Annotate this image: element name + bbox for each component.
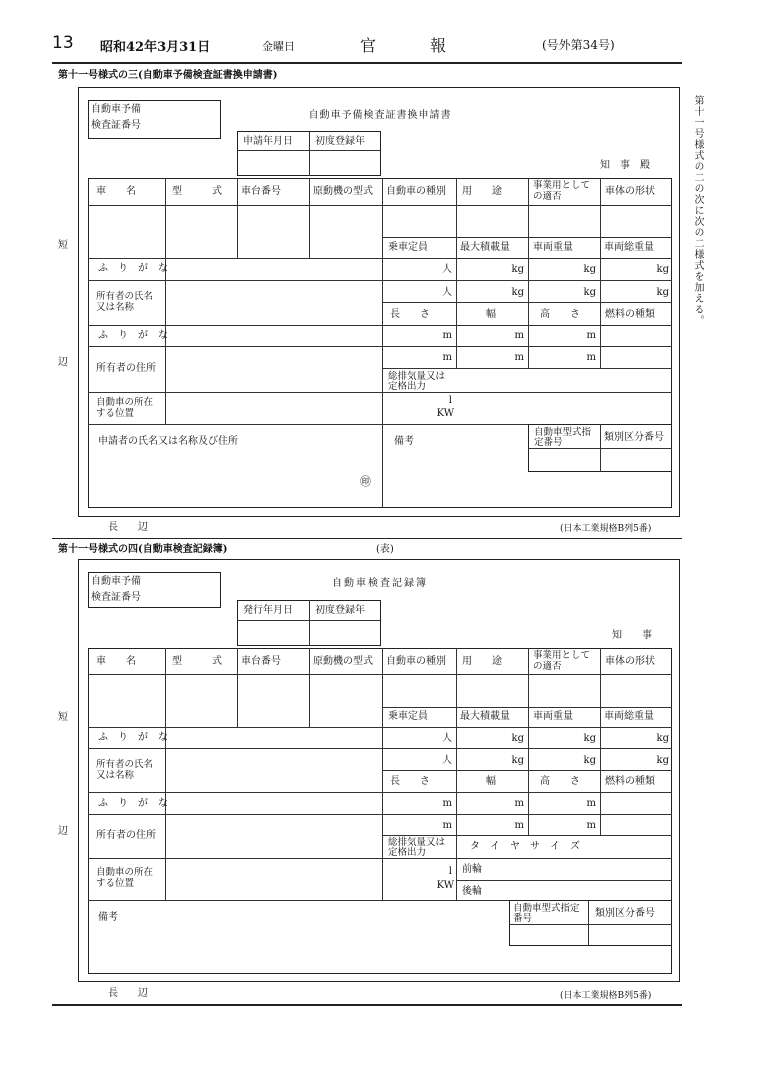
form1-short-side: 短 [58,240,68,251]
form1-displacement-2: 定格出力 [388,381,427,392]
form2-col-naga: 長 さ [390,776,430,787]
form1-col-nenryo: 燃料の種類 [605,309,655,320]
form1-owner-addr: 所有者の住所 [96,363,156,374]
form2-caption: 第十一号様式の四(自動車検査記録簿) [58,544,228,555]
form1-furigana2: ふ り が な [98,330,168,341]
form2-unit-kg2: kg [583,733,596,744]
form2-unit-m1: m [442,798,452,809]
form1-first-reg-label: 初度登録年 [315,136,365,147]
form1-owner-name-2: 又は名称 [96,302,135,313]
form1-col-gendoki: 原動機の型式 [313,186,373,197]
issue-date: 昭和42年3月31日 [100,40,211,55]
form1-unit-nin2: 人 [442,287,452,298]
form2-col-yoto: 用 途 [462,656,502,667]
form1-applicant: 申請者の氏名又は名称及び住所 [98,436,238,447]
form2-unit-nin: 人 [442,733,452,744]
form2-unit-m5: m [514,820,524,831]
form1-row-line [88,325,672,326]
weekday: 金曜日 [262,40,295,53]
form2-type-designation-1: 自動車型式指定 [513,903,580,914]
form2-col-gendoki: 原動機の型式 [313,656,373,667]
form1-date-label: 申請年月日 [243,136,293,147]
form1-col-yoto: 用 途 [462,186,502,197]
form1-col-katachi: 車体の形状 [605,186,655,197]
form1-short-side2: 辺 [58,357,68,368]
form2-col-katachi: 車体の形状 [605,656,655,667]
form1-unit-m6: m [586,352,596,363]
form2-row-line [382,707,672,708]
form1-col-taka: 高 さ [540,309,580,320]
form1-col-naga: 長 さ [390,309,430,320]
form2-row-line [509,924,672,925]
page-header [52,30,682,60]
form2-unit-kg3: kg [656,733,669,744]
form2-displacement-2: 定格出力 [388,847,427,858]
form1-col-sekisai: 最大積載量 [460,242,510,253]
form1-unit-kg5: kg [583,287,596,298]
form1-unit-l: l [448,395,452,406]
form2-unit-m4: m [442,820,452,831]
form2-owner-name-1: 所有者の氏名 [96,759,154,770]
form2-row-line [456,880,672,881]
form1-col-shamei: 車 名 [96,186,136,197]
form1-col-line [600,178,601,368]
form2-owner-addr: 所有者の住所 [96,830,156,841]
form2-face: (表) [376,544,394,555]
issue-number: (号外第34号) [542,38,615,52]
form2-cert-label-1: 自動車予備 [91,576,141,587]
form1-unit-kg1: kg [511,264,524,275]
form1-location-1: 自動車の所在 [96,397,154,408]
form2-unit-kw: KW [436,880,454,891]
form2-unit-kg5: kg [583,755,596,766]
form1-row-line [88,258,672,259]
form2-rear: 後輪 [462,886,482,897]
form2-owner-name-2: 又は名称 [96,770,135,781]
form1-row-line [382,302,672,303]
form1-unit-nin: 人 [442,264,452,275]
form1-standard: (日本工業規格B列5番) [560,524,652,534]
page-number: 13 [52,33,74,53]
form1-location-2: する位置 [96,408,135,419]
form1-col-katashiki: 型 式 [172,186,222,197]
form2-col-shamei: 車 名 [96,656,136,667]
form2-unit-kg1: kg [511,733,524,744]
form1-remarks: 備考 [394,436,414,447]
form2-col-katashiki: 型 式 [172,656,222,667]
form2-unit-kg6: kg [656,755,669,766]
form2-unit-nin2: 人 [442,755,452,766]
form2-unit-m2: m [514,798,524,809]
form1-row-line [382,368,672,369]
form1-col-line [237,178,238,258]
form2-row-line [88,748,672,749]
separator-rule [52,538,682,539]
form1-class-no: 類別区分番号 [604,432,664,443]
form1-unit-kg4: kg [511,287,524,298]
form1-unit-m4: m [442,352,452,363]
form1-unit-kg2: kg [583,264,596,275]
form1-col-juryo: 車両重量 [533,242,573,253]
form1-type-designation-2: 定番号 [534,437,563,448]
form1-col-jigyo-1: 事業用として [533,180,591,191]
form1-unit-m3: m [586,330,596,341]
form2-type-designation-2: 番号 [513,913,533,924]
form2-long-side: 長 辺 [108,988,148,999]
form1-unit-m2: m [514,330,524,341]
form1-caption: 第十一号様式の三(自動車予備検査証書換申請書) [58,70,278,81]
form2-row-line [88,727,672,728]
form1-col-sojuryo: 車両総重量 [604,242,654,253]
form2-short-side: 短 [58,712,68,723]
form2-front: 前輪 [462,864,482,875]
footer-rule [52,1004,682,1006]
form1-col-line [382,178,383,508]
form1-row-line [382,237,672,238]
form2-remarks: 備考 [98,912,118,923]
form2-col-jigyo-2: の適否 [533,661,562,672]
form2-unit-m6: m [586,820,596,831]
form2-class-no: 類別区分番号 [595,908,655,919]
form2-col-sojuryo: 車両総重量 [604,711,654,722]
form2-unit-kg4: kg [511,755,524,766]
form2-col-shadai: 車台番号 [241,656,281,667]
form1-row-line [528,448,672,449]
form2-title: 自動車検査記録簿 [332,578,428,589]
form2-col-haba: 幅 [486,776,496,787]
form1-row-line [88,346,672,347]
form1-unit-kg6: kg [656,287,669,298]
form2-col-line [309,648,310,727]
form1-col-shadai: 車台番号 [241,186,281,197]
form2-col-sekisai: 最大積載量 [460,711,510,722]
form1-unit-m1: m [442,330,452,341]
form1-unit-kg3: kg [656,264,669,275]
side-note: 第十一号様式の二の次に次の二様式を加える。 [692,95,703,326]
form1-cert-label-1: 自動車予備 [91,104,141,115]
form2-standard: (日本工業規格B列5番) [560,991,652,1001]
form2-col-juryo: 車両重量 [533,711,573,722]
form2-col-teiin: 乗車定員 [388,711,428,722]
form1-unit-m5: m [514,352,524,363]
form1-row-line [88,205,672,206]
form2-issue-date: 発行年月日 [243,605,293,616]
form1-displacement-1: 総排気量又は [388,371,446,382]
form2-row-line [88,674,672,675]
form1-row-line [88,280,672,281]
form2-unit-l: l [448,866,452,877]
form2-row-line [88,792,672,793]
form2-col-line [382,648,383,900]
form2-date-divider [309,600,310,646]
form2-col-line [456,648,457,900]
form2-location-2: する位置 [96,878,135,889]
form2-col-jigyo-1: 事業用として [533,650,591,661]
form1-col-line [456,178,457,368]
header-rule [52,62,682,64]
form1-addressee: 知 事 殿 [600,160,650,171]
form2-col-line [588,900,589,946]
form1-row-line [88,392,672,393]
form2-displacement-1: 総排気量又は [388,837,446,848]
form1-col-haba: 幅 [486,309,496,320]
form2-tire: タ イ ヤ サ イ ズ [470,841,580,852]
form2-short-side2: 辺 [58,826,68,837]
form2-unit-m3: m [586,798,596,809]
form2-col-line [165,648,166,900]
form2-furigana1: ふ り が な [98,732,168,743]
form2-row-line [88,858,672,859]
form1-furigana1: ふ り が な [98,263,168,274]
form1-col-jigyo-2: の適否 [533,191,562,202]
gazette-title-b: 報 [430,36,447,55]
form1-col-line [528,178,529,368]
form2-col-line [600,648,601,835]
form1-col-teiin: 乗車定員 [388,242,428,253]
form2-first-reg: 初度登録年 [315,605,365,616]
form1-date-hline [237,150,381,151]
form2-col-taka: 高 さ [540,776,580,787]
form2-cert-label-2: 検査証番号 [91,592,141,603]
form1-type-designation-1: 自動車型式指 [534,427,592,438]
form1-col-line [309,178,310,258]
form1-date-divider [309,131,310,176]
form2-col-shubetsu: 自動車の種別 [386,656,446,667]
gazette-title-a: 官 [360,36,377,55]
form1-col-line [165,178,166,258]
form2-row-line [88,814,672,815]
form1-title: 自動車予備検査証書換申請書 [308,110,452,121]
form1-seal: ㊞ [360,475,371,488]
form1-owner-name-1: 所有者の氏名 [96,291,154,302]
form2-row-line [382,770,672,771]
form1-col-shubetsu: 自動車の種別 [386,186,446,197]
form1-unit-kw: KW [436,408,454,419]
form2-location-1: 自動車の所在 [96,867,154,878]
form2-row-line [382,835,672,836]
form2-addressee: 知 事 [612,630,652,641]
form2-furigana2: ふ り が な [98,798,168,809]
form2-date-hline [237,620,381,621]
form1-long-side: 長 辺 [108,522,148,533]
form2-col-nenryo: 燃料の種類 [605,776,655,787]
form1-cert-label-2: 検査証番号 [91,120,141,131]
form2-col-line [237,648,238,727]
form2-col-line [528,648,529,835]
